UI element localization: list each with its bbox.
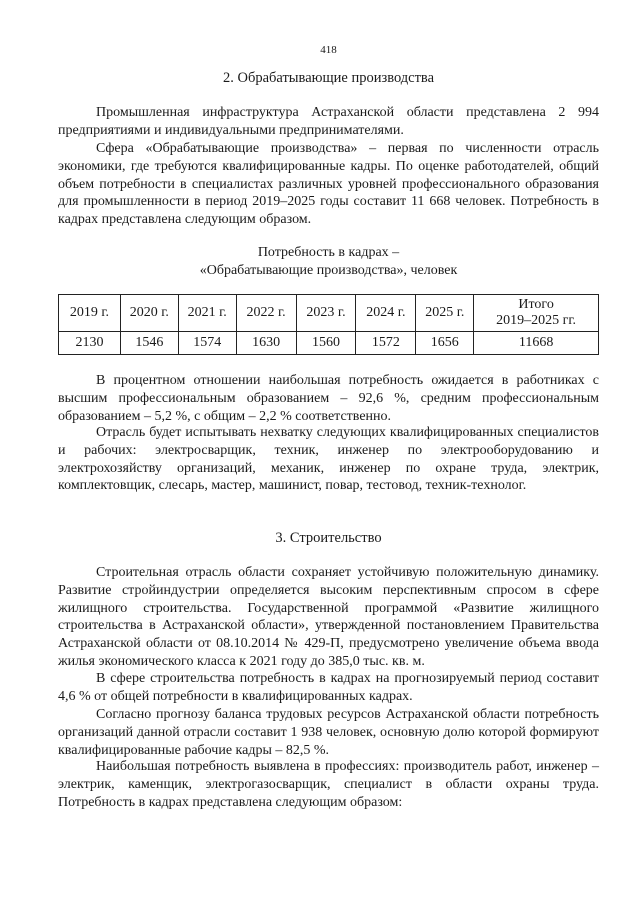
total-header-line-1: Итого [518, 297, 554, 312]
header-cell: 2023 г. [296, 295, 356, 332]
section-2-paragraph-2: Сфера «Обрабатывающие производства» – первая по численности отрасль экономики, где требуются квалифицированные кадры. По оценке работодателей, общий объем потребности в специалистах различных уровней профессионального образования для промышленности в период 2019–2025 годы составит 11 668 человек. Потребность в кадрах представлена следующим образом. [58, 141, 599, 228]
section-2-paragraph-4: Отрасль будет испытывать нехватку следующих квалифицированных специалистов и рабочих: электросварщик, техник, инженер по электрооборудованию и электрохозяйству организаций, механик, инженер по охране труда, электрик, комплектовщик, слесарь, мастер, машинист, повар, тестовод, техник-технолог. [58, 425, 599, 494]
value-cell: 1574 [178, 332, 236, 355]
value-cell: 1546 [120, 332, 178, 355]
staffing-needs-table [58, 294, 599, 355]
total-value-cell: 11668 [474, 332, 599, 355]
header-cell: 2024 г. [356, 295, 416, 332]
total-header-line-2: 2019–2025 гг. [496, 313, 577, 328]
header-cell: 2019 г. [59, 295, 121, 332]
value-cell: 1560 [296, 332, 356, 355]
table-header-row [59, 295, 599, 332]
value-cell: 1656 [416, 332, 474, 355]
table-row [59, 332, 599, 355]
section-3-paragraph-1: Строительная отрасль области сохраняет устойчивую положительную динамику. Развитие стройиндустрии определяется высоким перспективным спросом в сфере жилищного строительства. Государственной программой «Развитие жилищного строительства в Астраханской области», утвержденной постановлением Правительства Астраханской области от 08.10.2014 № 429-П, предусмотрено увеличение объема ввода жилья экономического класса к 2021 году до 385,0 тыс. кв. м. [58, 565, 599, 669]
section-3-paragraph-4: Наибольшая потребность выявлена в профессиях: производитель работ, инженер – электрик, каменщик, электрогазосварщик, специалист в области охраны труда. Потребность в кадрах представлена следующим образом: [58, 759, 599, 810]
header-cell: 2020 г. [120, 295, 178, 332]
table-caption-line-2: «Обрабатывающие производства», человек [199, 263, 458, 278]
section-2-paragraph-3: В процентном отношении наибольшая потребность ожидается в работниках с высшим профессиональным образованием – 92,6 %, средним профессиональным образованием – 5,2 %, с общим – 2,2 % соответственно. [58, 373, 599, 424]
header-cell: 2022 г. [236, 295, 296, 332]
table-caption-line-1: Потребность в кадрах – [257, 245, 400, 260]
section-3-paragraph-2: В сфере строительства потребность в кадрах на прогнозируемый период составит 4,6 % от общей потребности в квалифицированных кадрах. [58, 671, 599, 704]
section-3-paragraph-3: Согласно прогнозу баланса трудовых ресурсов Астраханской области потребность организаций данной отрасли составит 1 938 человек, основную долю которой формируют квалифицированные рабочие кадры – 82,5 %. [58, 707, 599, 758]
value-cell: 1572 [356, 332, 416, 355]
section-2-paragraph-1: Промышленная инфраструктура Астраханской области представлена 2 994 предприятиями и индивидуальными предпринимателями. [58, 105, 599, 138]
page-number: 418 [320, 44, 337, 56]
header-cell: 2021 г. [178, 295, 236, 332]
section-2-heading: 2. Обрабатывающие производства [222, 70, 435, 86]
section-3-heading: 3. Строительство [275, 530, 382, 546]
header-cell: 2025 г. [416, 295, 474, 332]
total-header-cell [474, 295, 599, 332]
value-cell: 2130 [59, 332, 121, 355]
value-cell: 1630 [236, 332, 296, 355]
